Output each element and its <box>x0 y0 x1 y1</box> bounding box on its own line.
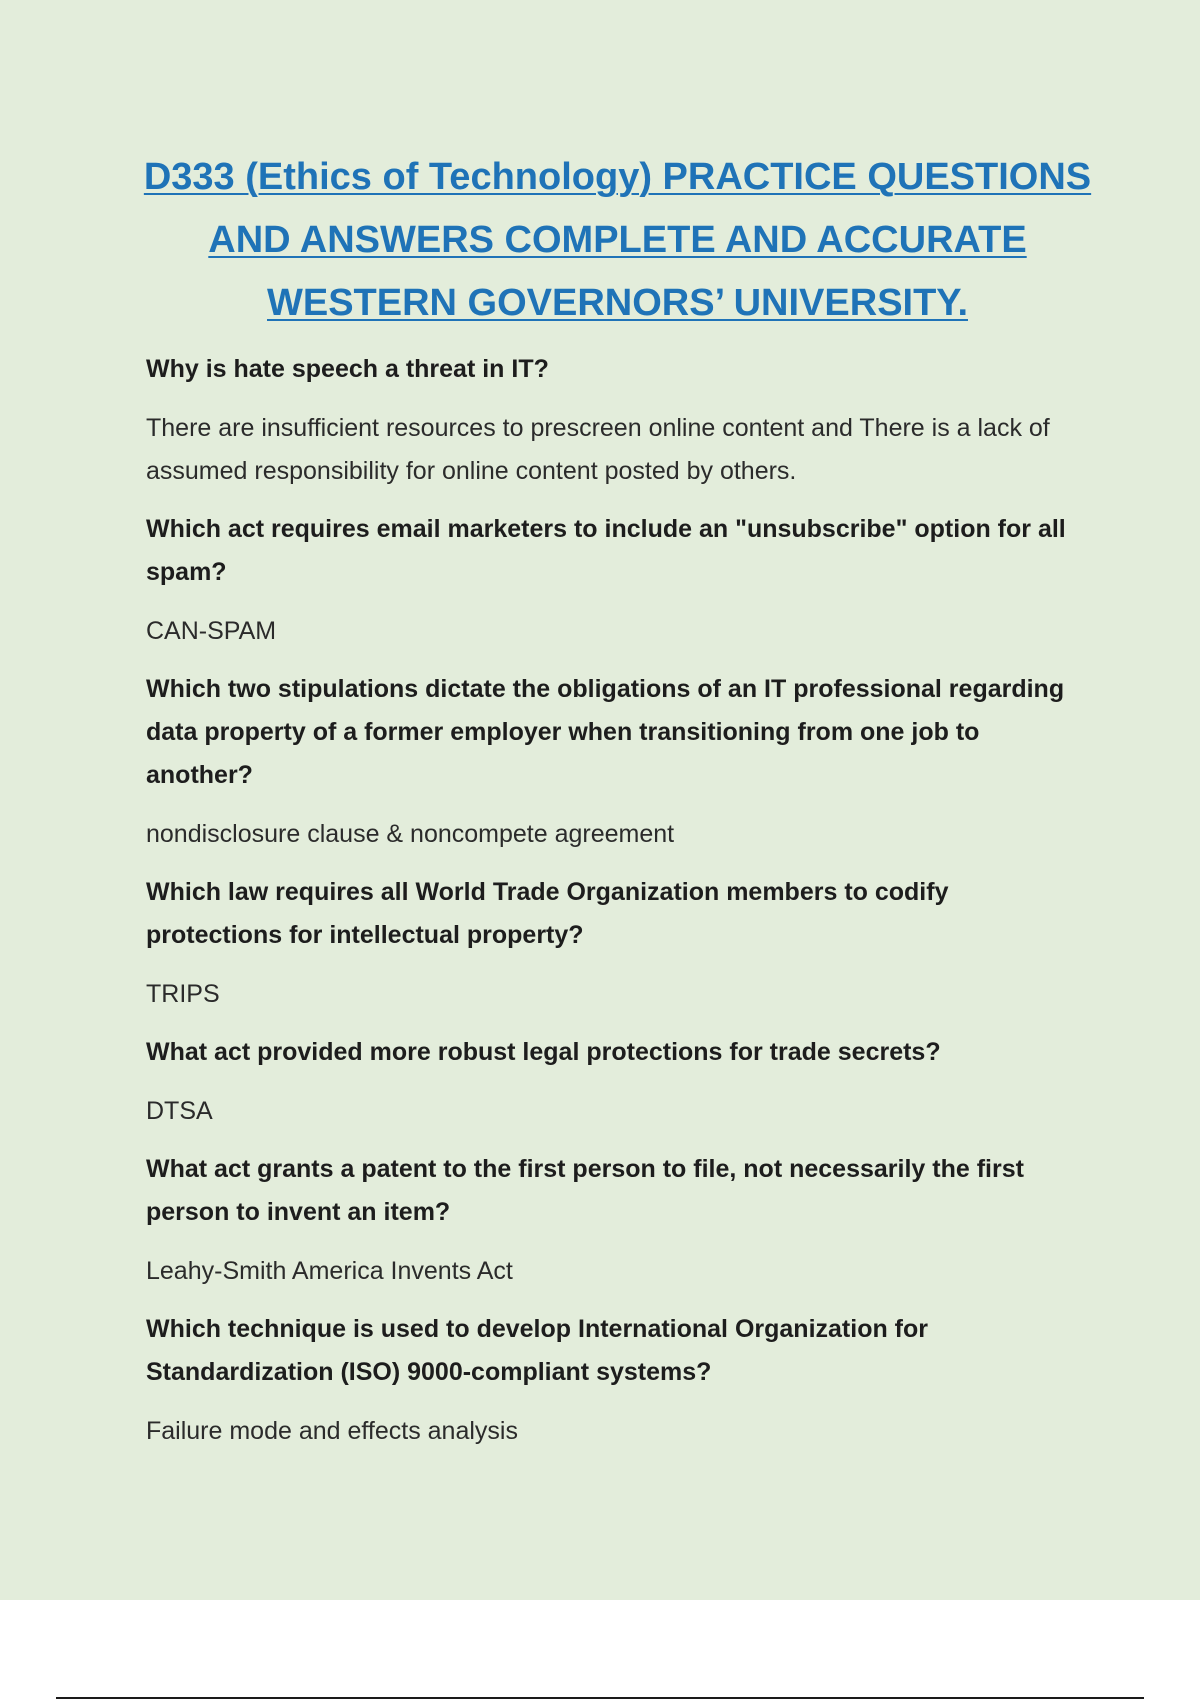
qa-list <box>146 348 1086 1468</box>
question-text: Which act requires email marketers to include an "unsubscribe" option for all spam? <box>146 515 1066 586</box>
title-line: AND ANSWERS COMPLETE AND ACCURATE <box>208 219 1027 261</box>
answer-text: CAN-SPAM <box>146 617 277 645</box>
question-text: Which two stipulations dictate the obligations of an IT professional regarding data property of a former employer when transitioning from one job to another? <box>146 675 1065 789</box>
answer-text: There are insufficient resources to prescreen online content and There is a lack of assumed responsibility for online content posted by others. <box>146 414 1050 485</box>
answer-text: TRIPS <box>146 980 220 1008</box>
question-text: What act grants a patent to the first person to file, not necessarily the first person to invent an item? <box>146 1155 1024 1226</box>
qa-item <box>146 1031 1086 1133</box>
title-line: D333 (Ethics of Technology) PRACTICE QUESTIONS <box>143 156 1092 198</box>
qa-item <box>146 1148 1086 1293</box>
question-text: Why is hate speech a threat in IT? <box>146 355 549 383</box>
document-title <box>120 146 1115 335</box>
answer-text: Failure mode and effects analysis <box>146 1417 518 1445</box>
title-line: WESTERN GOVERNORS’ UNIVERSITY. <box>267 282 968 324</box>
answer-text: Leahy-Smith America Invents Act <box>146 1257 513 1285</box>
question-text: Which law requires all World Trade Organization members to codify protections for intellectual property? <box>146 878 949 949</box>
question-text: What act provided more robust legal protections for trade secrets? <box>146 1038 941 1066</box>
footer-divider <box>56 1697 1144 1699</box>
answer-text: nondisclosure clause & noncompete agreement <box>146 820 675 848</box>
qa-item <box>146 1308 1086 1453</box>
qa-item <box>146 668 1086 856</box>
qa-item <box>146 508 1086 653</box>
question-text: Which technique is used to develop International Organization for Standardization (ISO) 9000-compliant systems? <box>146 1315 929 1386</box>
qa-item <box>146 348 1086 493</box>
qa-item <box>146 871 1086 1016</box>
answer-text: DTSA <box>146 1097 213 1125</box>
